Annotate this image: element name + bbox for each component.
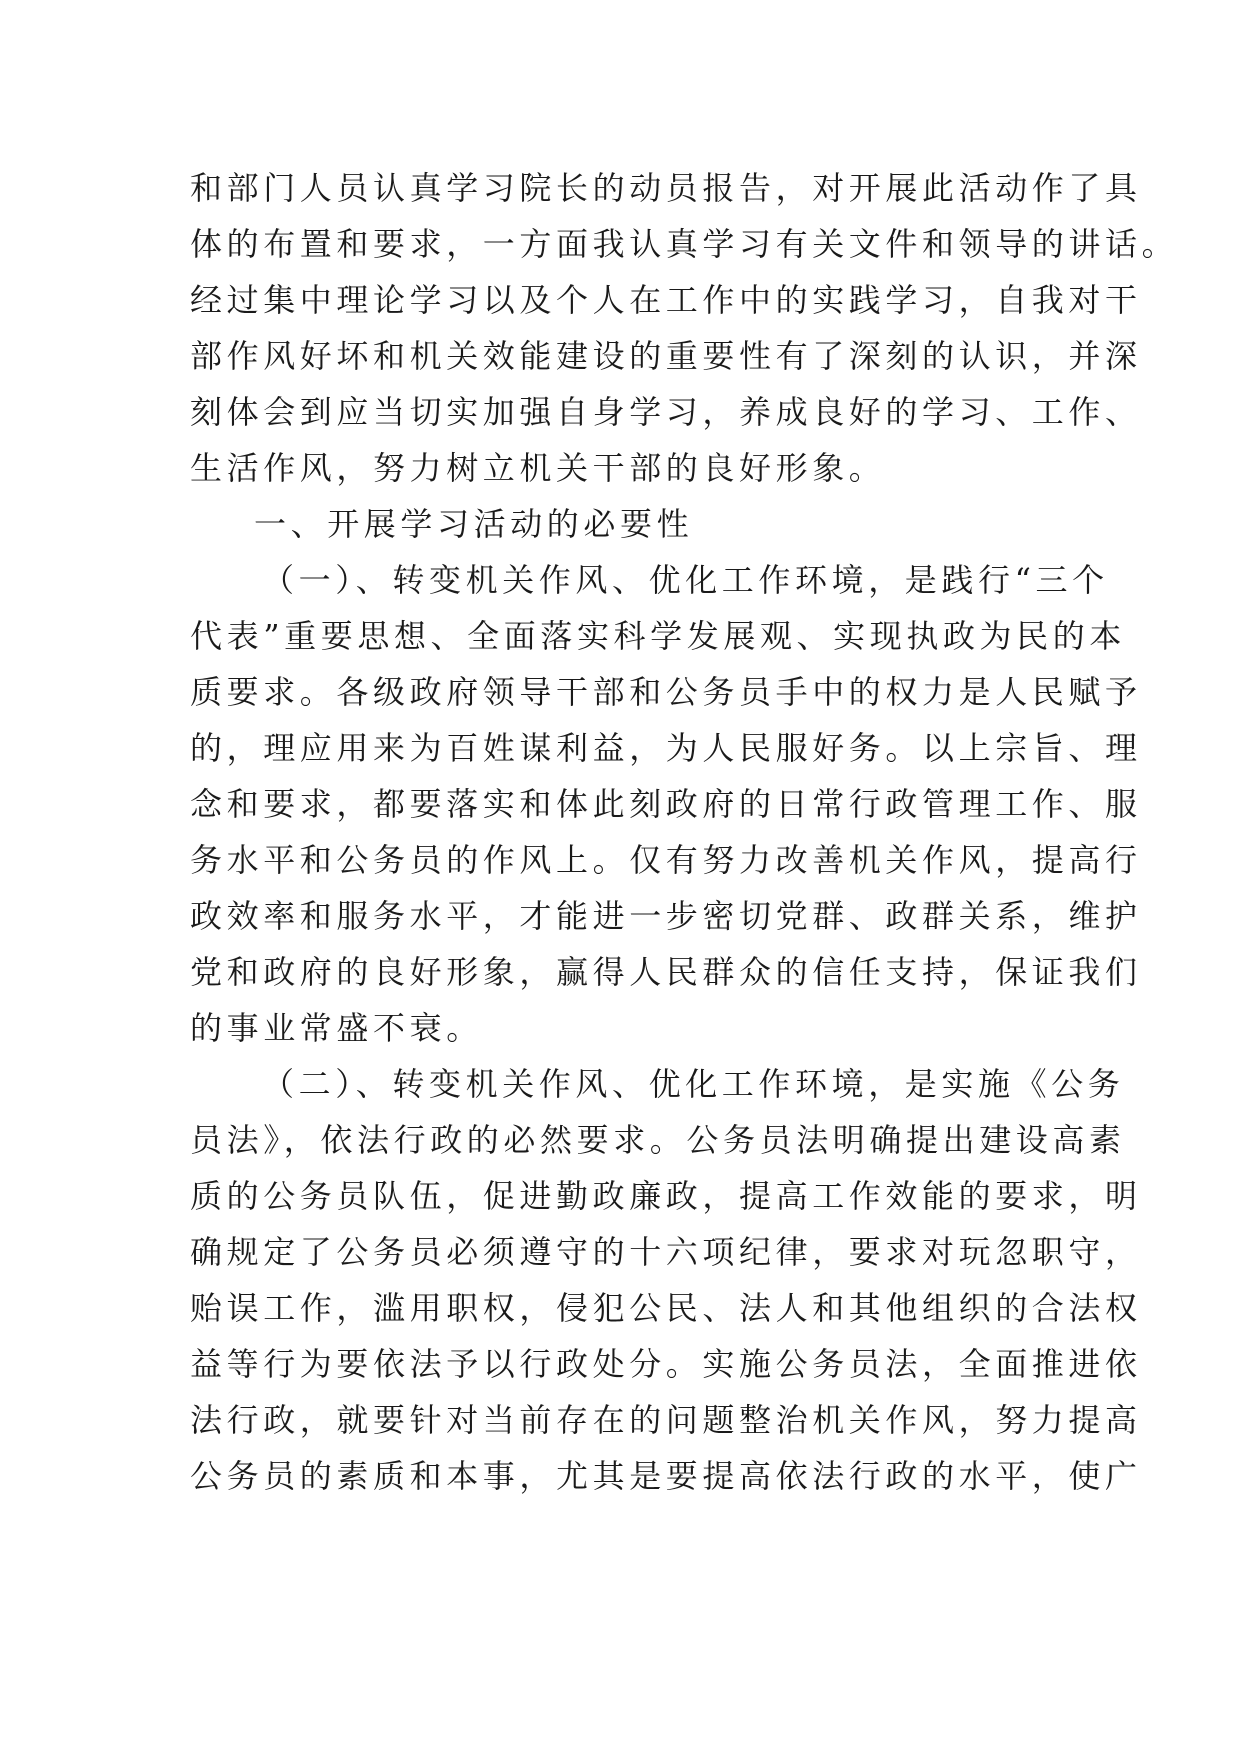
- body-line: 和部门人员认真学习院长的动员报告，对开展此活动作了具: [190, 169, 1142, 207]
- body-line: 质的公务员队伍，促进勤政廉政，提高工作效能的要求，明: [190, 1177, 1142, 1215]
- body-line: 确规定了公务员必须遵守的十六项纪律，要求对玩忽职守，: [190, 1233, 1142, 1271]
- body-line: 代表”重要思想、全面落实科学发展观、实现执政为民的本: [190, 617, 1126, 655]
- body-line: 党和政府的良好形象，赢得人民群众的信任支持，保证我们: [190, 953, 1142, 991]
- body-line: 刻体会到应当切实加强自身学习，养成良好的学习、工作、: [190, 393, 1142, 431]
- section-heading: 一、开展学习活动的必要性: [254, 505, 694, 543]
- body-line: 法行政，就要针对当前存在的问题整治机关作风，努力提高: [190, 1401, 1142, 1439]
- body-line: 质要求。各级政府领导干部和公务员手中的权力是人民赋予: [190, 673, 1142, 711]
- body-line: 念和要求，都要落实和体此刻政府的日常行政管理工作、服: [190, 785, 1142, 823]
- body-line: 员法》，依法行政的必然要求。公务员法明确提出建设高素: [190, 1121, 1126, 1159]
- document-body: [190, 160, 1179, 1504]
- body-line: 贻误工作，滥用职权，侵犯公民、法人和其他组织的合法权: [190, 1289, 1142, 1327]
- subsection-first-line: （二）、转变机关作风、优化工作环境，是实施《公务: [262, 1065, 1125, 1103]
- body-line: 部作风好坏和机关效能建设的重要性有了深刻的认识，并深: [190, 337, 1142, 375]
- body-line: 生活作风，努力树立机关干部的良好形象。: [190, 449, 886, 487]
- body-line: 公务员的素质和本事，尤其是要提高依法行政的水平，使广: [190, 1457, 1142, 1495]
- subsection-first-line: （一）、转变机关作风、优化工作环境，是践行“三个: [262, 561, 1109, 599]
- body-line: 的，理应用来为百姓谋利益，为人民服好务。以上宗旨、理: [190, 729, 1142, 767]
- body-line: 益等行为要依法予以行政处分。实施公务员法，全面推进依: [190, 1345, 1142, 1383]
- body-line: 经过集中理论学习以及个人在工作中的实践学习，自我对干: [190, 281, 1142, 319]
- body-line: 体的布置和要求，一方面我认真学习有关文件和领导的讲话。: [190, 225, 1179, 263]
- body-line: 的事业常盛不衰。: [190, 1009, 483, 1047]
- body-line: 政效率和服务水平，才能进一步密切党群、政群关系，维护: [190, 897, 1142, 935]
- body-line: 务水平和公务员的作风上。仅有努力改善机关作风，提高行: [190, 841, 1142, 879]
